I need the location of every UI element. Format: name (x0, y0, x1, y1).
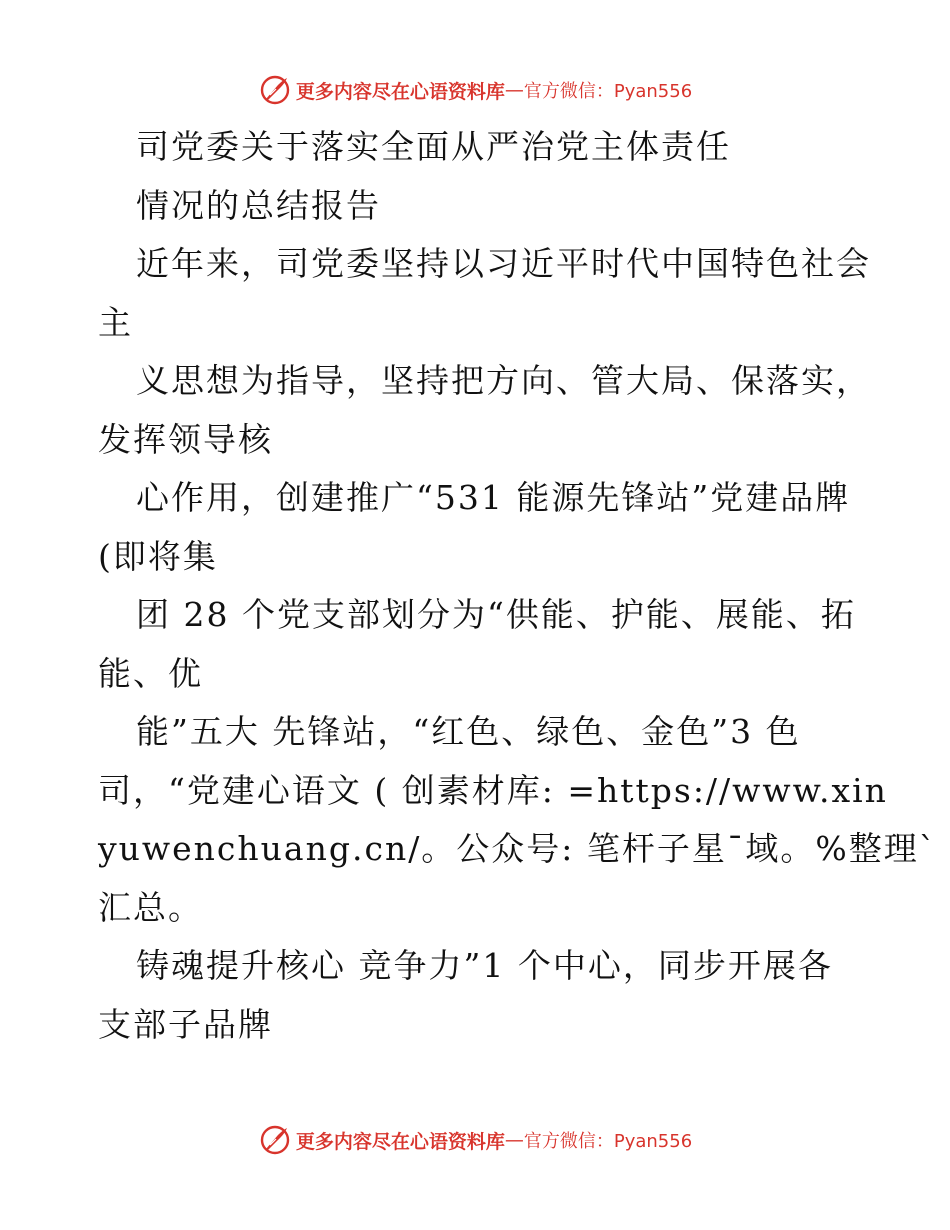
quill-logo-icon (258, 1123, 292, 1157)
document-line: 司党委关于落实全面从严治党主体责任 (136, 127, 731, 166)
document-line: 司，“党建心语文 ( 创素材库: =https://www.xin (98, 770, 888, 810)
document-line: 义思想为指导，坚持把方向、管大局、保落实， (136, 361, 871, 400)
document-line: yuwenchuang.cn/。公众号: 笔杆子星¯域。%整理` (98, 829, 938, 868)
document-line: 发挥领导核 (98, 419, 273, 459)
document-line: 能、优 (98, 653, 203, 693)
document-line: 铸魂提升核心 竞争力”1 个中心，同步开展各 (136, 946, 833, 985)
header-brand-text: 更多内容尽在心语资料库 (295, 80, 505, 103)
document-line: 主 (98, 302, 133, 342)
document-line: (即将集 (98, 536, 218, 576)
header-wechat-text: 官方微信：Pyan556 (523, 81, 693, 102)
footer-banner (0, 1120, 950, 1160)
document-line: 团 28 个党支部划分为“供能、护能、展能、拓 (136, 595, 856, 634)
header-banner (0, 70, 950, 110)
document-line: 汇总。 (98, 887, 203, 927)
document-body (98, 118, 938, 1054)
document-line: 近年来，司党委坚持以习近平时代中国特色社会 (136, 244, 871, 283)
footer-separator: — (504, 1129, 524, 1151)
document-line: 能”五大 先锋站，“红色、绿色、金色”3 色 (136, 712, 801, 751)
document-line: 心作用，创建推广“531 能源先锋站”党建品牌 (136, 478, 851, 517)
footer-brand-text: 更多内容尽在心语资料库 (295, 1130, 505, 1153)
quill-logo-icon (258, 73, 292, 107)
document-line: 支部子品牌 (98, 1004, 273, 1044)
header-separator: — (504, 79, 524, 101)
document-line: 情况的总结报告 (136, 185, 381, 225)
footer-wechat-text: 官方微信：Pyan556 (523, 1131, 693, 1152)
